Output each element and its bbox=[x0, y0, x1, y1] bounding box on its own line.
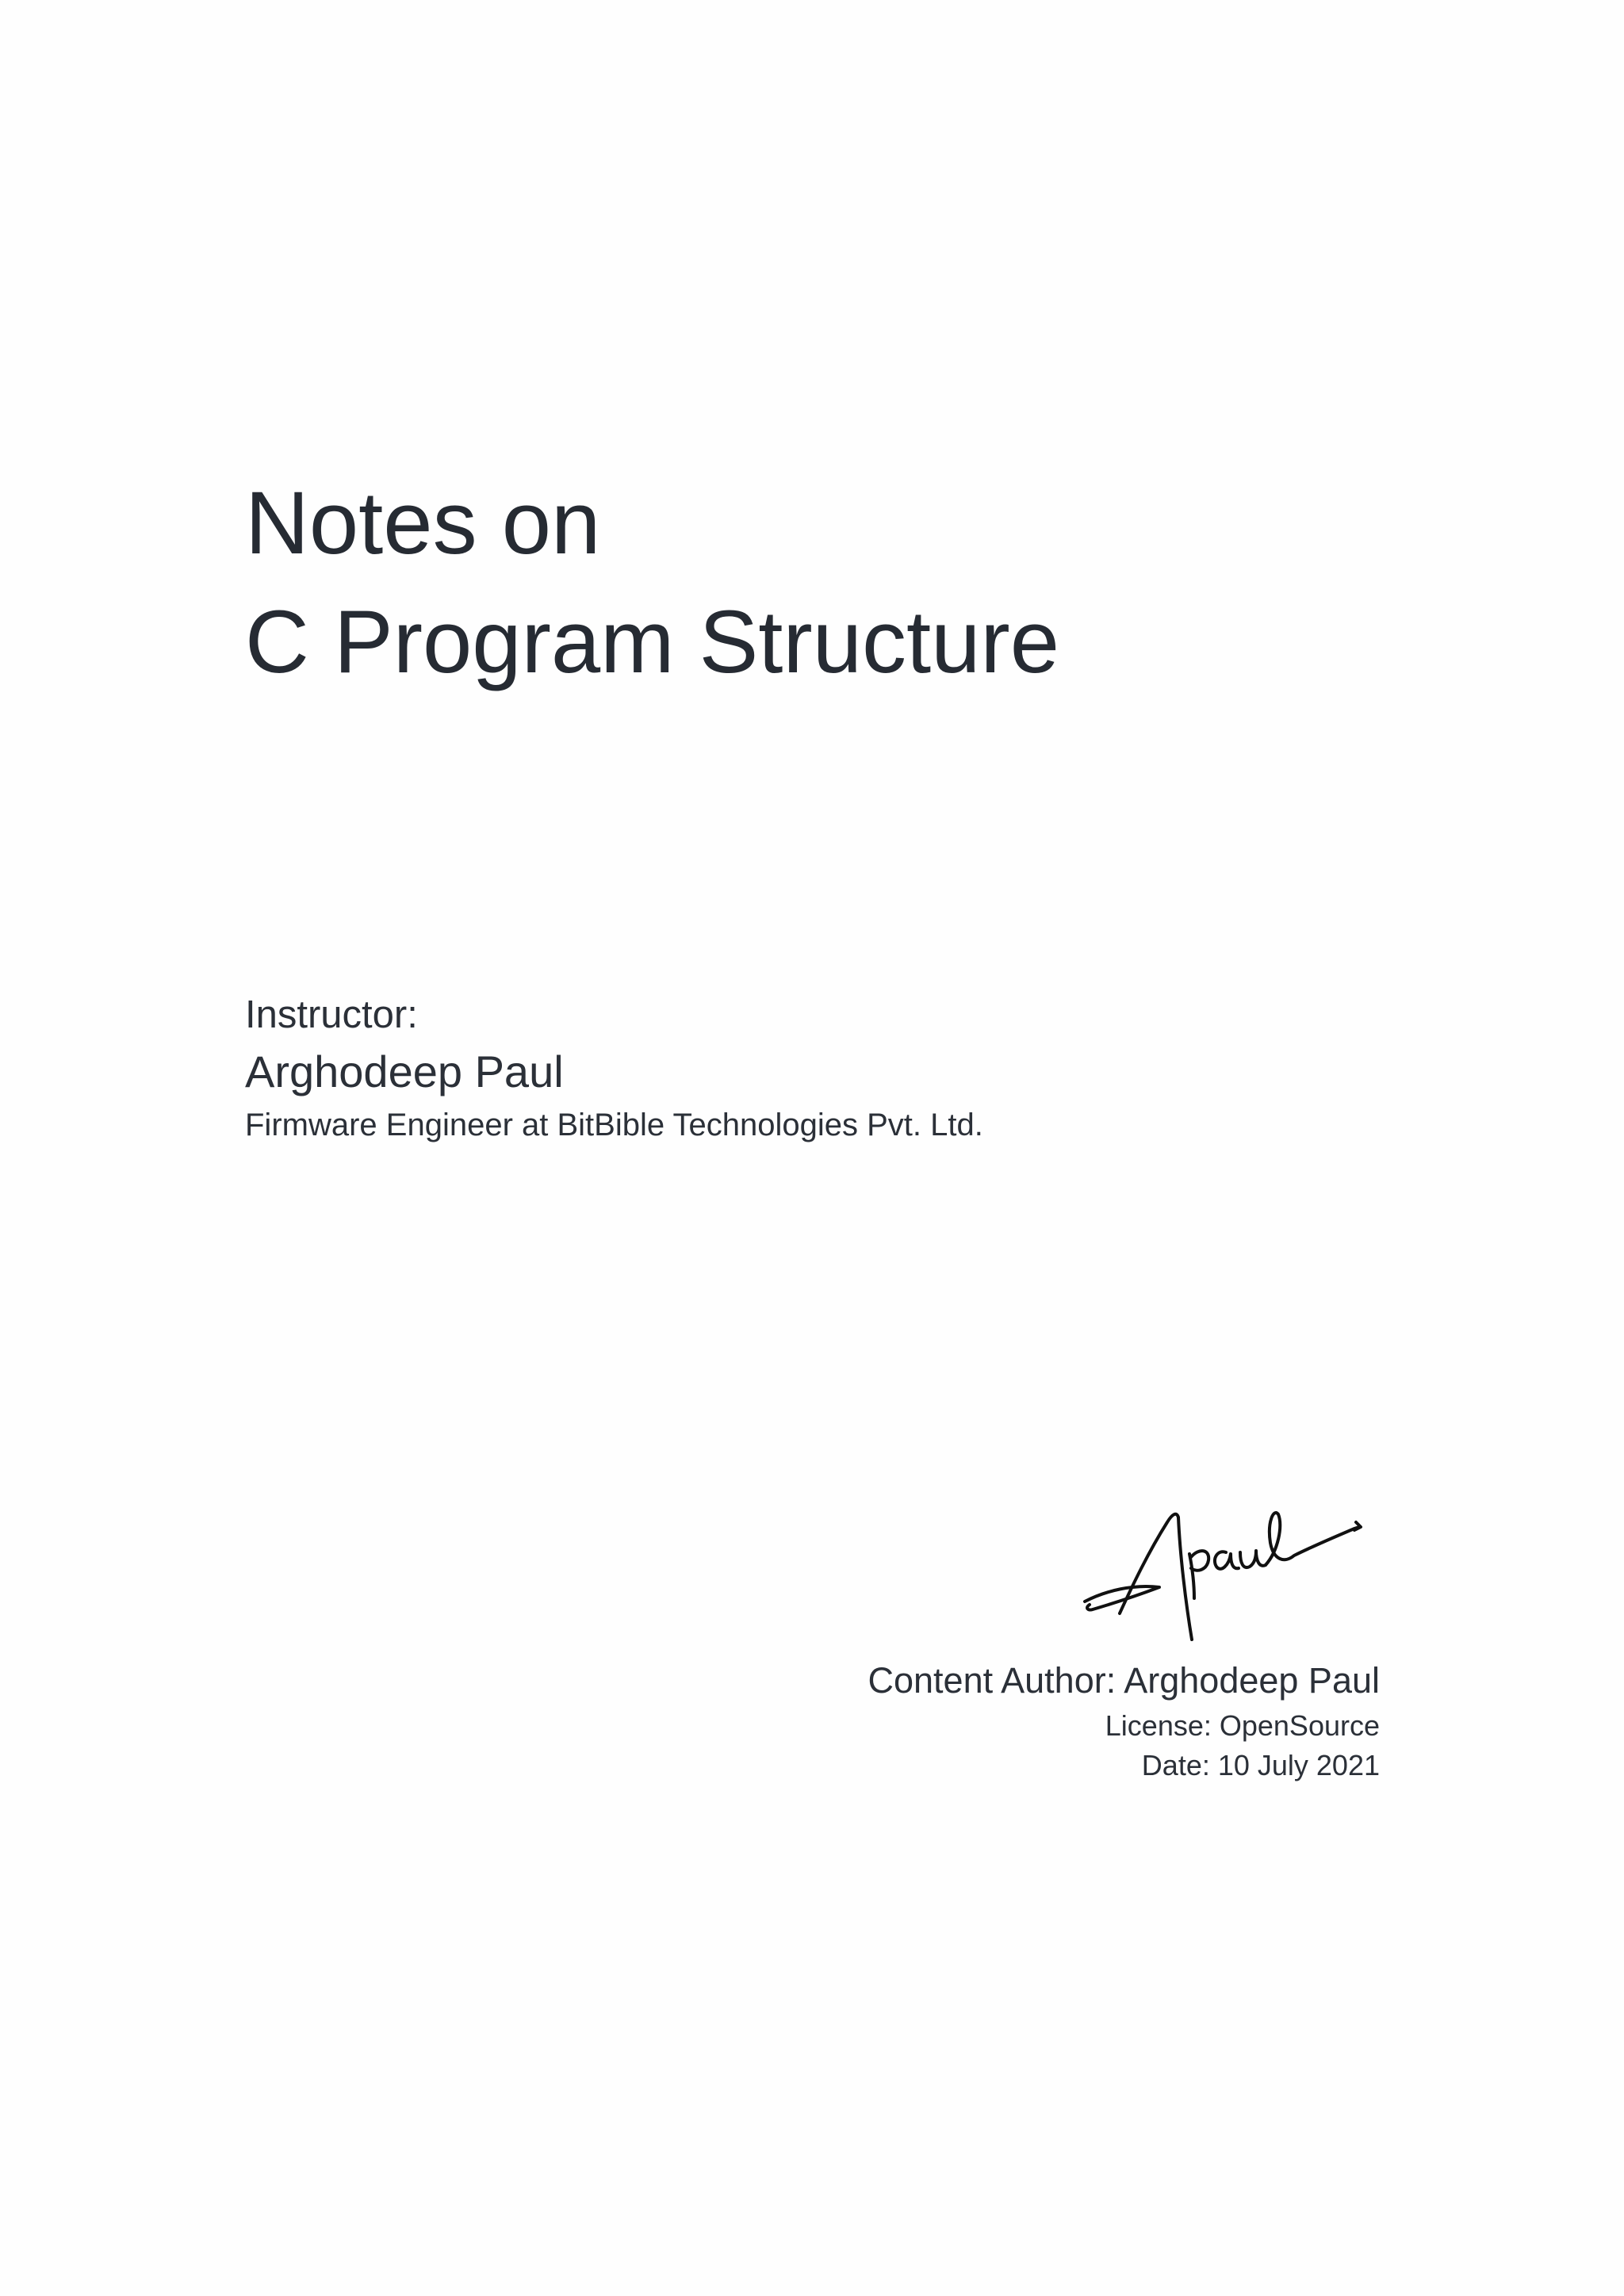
date-text: Date: 10 July 2021 bbox=[1141, 1749, 1380, 1781]
title-line-2: C Program Structure bbox=[245, 592, 1059, 691]
instructor-name: Arghodeep Paul bbox=[245, 1047, 564, 1096]
signature-stroke bbox=[1189, 1551, 1208, 1598]
license-text: License: OpenSource bbox=[1105, 1709, 1380, 1742]
instructor-section bbox=[245, 989, 1434, 1146]
signature-stroke bbox=[1240, 1551, 1266, 1567]
signature-stroke bbox=[1266, 1513, 1359, 1565]
signature-stroke bbox=[1178, 1517, 1192, 1640]
instructor-role: Firmware Engineer at BitBible Technologies Pvt. Ltd. bbox=[245, 1108, 983, 1142]
signature-stroke bbox=[1215, 1552, 1239, 1569]
document-title bbox=[245, 464, 1434, 702]
document-meta bbox=[587, 1655, 1380, 1785]
title-line-1: Notes on bbox=[245, 473, 601, 572]
signature-image bbox=[1071, 1490, 1372, 1649]
instructor-label: Instructor: bbox=[245, 993, 418, 1036]
content-author: Content Author: Arghodeep Paul bbox=[868, 1660, 1380, 1701]
